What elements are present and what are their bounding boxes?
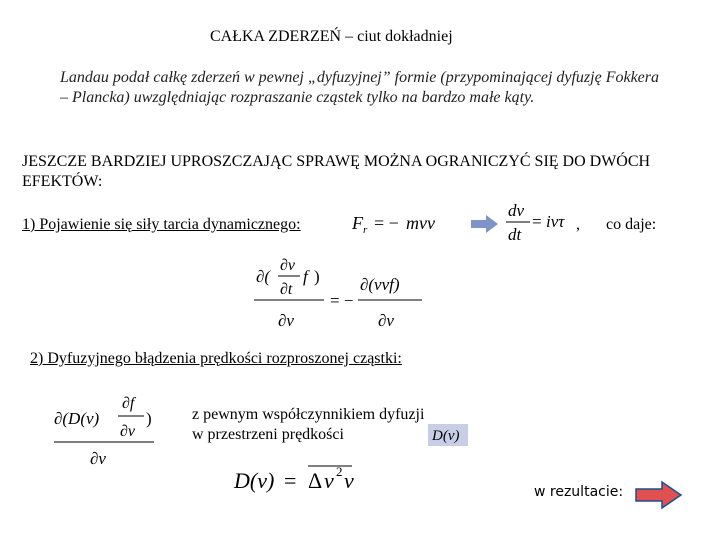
intro-paragraph: Landau podał całkę zderzeń w pewnej „dyfuzyjnej” formie (przypominającej dyfuzję Fokkera – Plancka) uwzględniając rozpraszanie cząstek tylko na bardzo małe kąty.	[60, 69, 660, 106]
result-label: w rezultacie:	[534, 484, 624, 500]
svg-text:∂v: ∂v	[90, 449, 106, 468]
svg-text:ν: ν	[344, 468, 354, 493]
svg-text:=: =	[532, 212, 542, 231]
item2-label: 2) Dyfuzyjnego błądzenia prędkości rozproszonej cząstki:	[30, 350, 402, 367]
svg-text:= −: = −	[330, 291, 354, 310]
svg-text:mνv: mνv	[406, 213, 435, 233]
diffusion-equation	[50, 388, 170, 468]
dvdt-formula	[502, 198, 577, 248]
svg-text:r: r	[363, 224, 368, 236]
svg-text:∂f: ∂f	[122, 395, 135, 412]
gives-label: co daje:	[606, 216, 657, 233]
right-arrow-icon	[470, 214, 500, 234]
simplify-heading: JESZCZE BARDZIEJ UPROSZCZAJĄC SPRAWĘ MOŻNA OGRANICZYĆ SIĘ DO DWÓCH EFEKTÓW:	[22, 153, 651, 190]
svg-text:f: f	[303, 267, 308, 286]
svg-text:): )	[146, 409, 152, 428]
svg-text:D(v): D(v)	[234, 468, 275, 493]
coefficient-text: z pewnym współczynnikiem dyfuzji w przestrzeni prędkości	[192, 406, 425, 443]
friction-equation	[250, 250, 430, 335]
svg-text:∂(vνf): ∂(vνf)	[360, 275, 400, 294]
svg-text:F: F	[352, 213, 363, 233]
svg-text:∂v: ∂v	[120, 423, 136, 440]
item1-label: 1) Pojawienie się siły tarcia dynamicznego:	[22, 216, 301, 233]
dv-formula	[232, 458, 372, 498]
right-arrow-icon[interactable]	[634, 480, 684, 510]
svg-text:∂v: ∂v	[280, 257, 296, 274]
dv-highlight-box	[428, 424, 468, 446]
svg-text:∂(D(v): ∂(D(v)	[54, 409, 100, 428]
svg-text:v: v	[324, 468, 334, 493]
svg-text:= −: = −	[374, 213, 399, 233]
svg-text:∂v: ∂v	[278, 311, 294, 330]
svg-text:2: 2	[336, 464, 343, 479]
page-title: CAŁKA ZDERZEŃ – ciut dokładniej	[210, 28, 453, 45]
svg-text:∂t: ∂t	[280, 281, 293, 298]
svg-text:iντ: iντ	[546, 212, 565, 231]
svg-text:dt: dt	[508, 225, 522, 244]
svg-text:Δ: Δ	[308, 468, 323, 493]
svg-text:∂(: ∂(	[256, 267, 271, 286]
svg-text:dv: dv	[508, 201, 525, 220]
svg-text:): )	[314, 267, 320, 286]
comma: ,	[576, 216, 580, 233]
svg-text:=: =	[284, 468, 297, 493]
svg-text:∂v: ∂v	[378, 311, 394, 330]
friction-formula	[350, 208, 450, 238]
svg-text:D(v): D(v)	[432, 428, 460, 444]
